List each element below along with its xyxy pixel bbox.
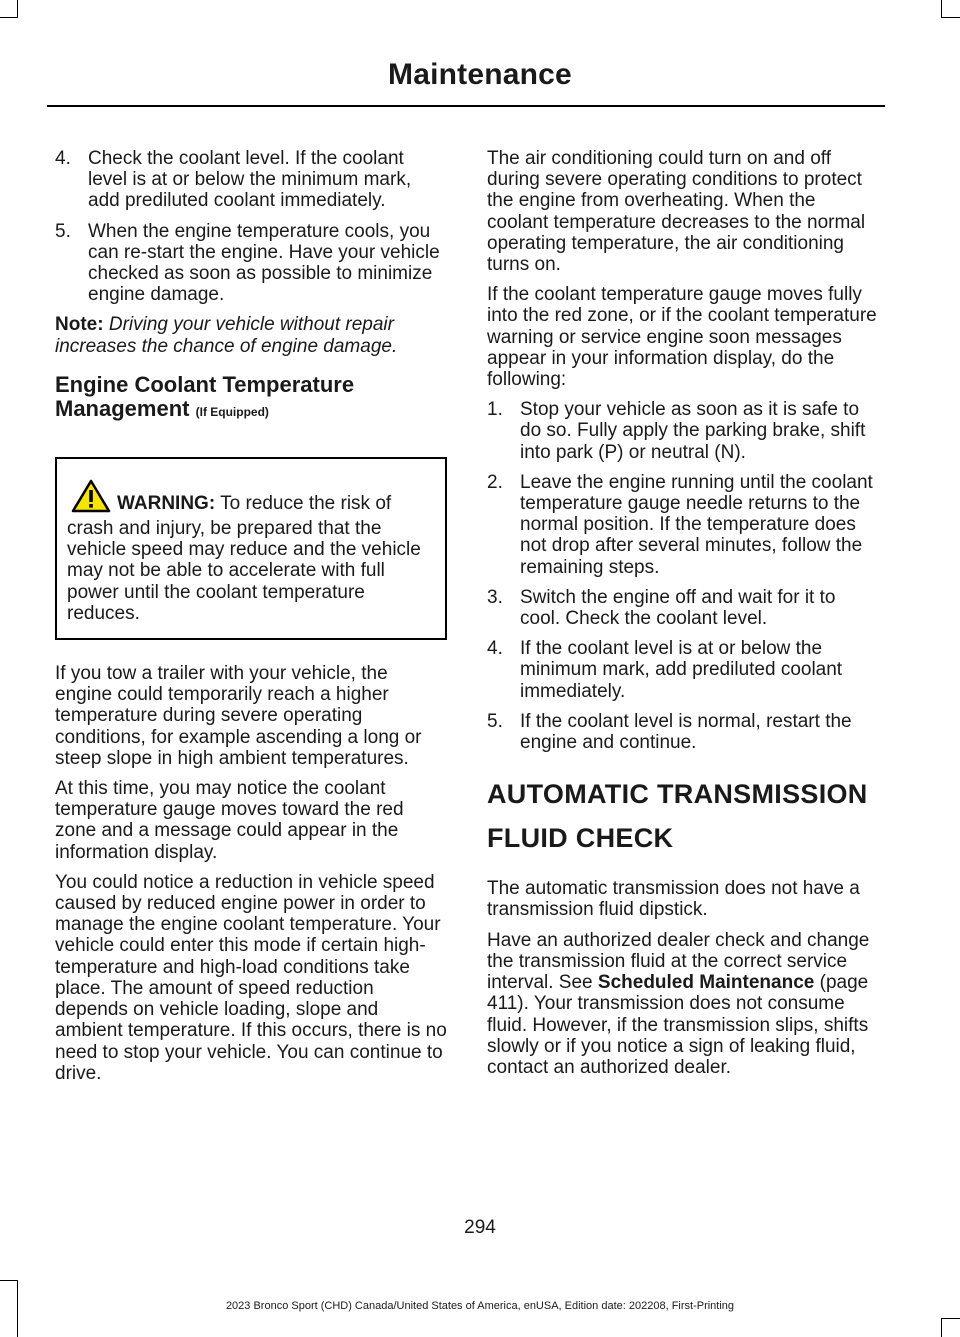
cross-reference-link[interactable]: Scheduled Maintenance [597,972,815,994]
crop-mark [17,0,18,18]
crop-mark [942,17,960,18]
paragraph: You could notice a reduction in vehicle speed caused by reduced engine power in order to manage the engine coolant temperature. Your vehicle could enter this mode if certain high-temperature and high-load conditions take place. The amount of speed reduction depends on vehicle loading, slope and ambient temperature. If this occurs, there is no need to stop your vehicle. You can continue to drive. [55,871,447,1084]
list-item [487,587,880,629]
section-heading-line1: Engine Coolant Temperature [55,371,355,397]
list-item [487,711,880,753]
crop-mark [941,0,942,18]
paragraph [487,930,880,1078]
list-item [487,638,880,702]
paragraph-text: (page 411). Your transmission does not consume fluid. However, if the transmission slips, shifts slowly or if you notice a sign of leaking fluid, contact an authorized dealer. [487,972,869,1078]
footer: 2023 Bronco Sport (CHD) Canada/United States of America, enUSA, Edition date: 202208, First-Printing [225,1300,735,1312]
paragraph: At this time, you may notice the coolant temperature gauge moves toward the red zone and a message could appear in the information display. [55,778,404,863]
section-heading [487,779,880,853]
warning-label: WARNING: [117,492,216,514]
left-column [55,148,447,1093]
paragraph: If the coolant temperature gauge moves fully into the red zone, or if the coolant temperature warning or service engine soon messages appear in your information display, do the following: [487,284,877,391]
list-number: 3. [487,586,503,608]
list-number: 4. [55,148,71,169]
right-column [487,148,880,1087]
list-item [487,472,880,578]
list-number: 5. [487,710,503,732]
crop-mark [941,1318,942,1337]
if-equipped-label: (If Equipped) [195,404,269,419]
note-label: Note: [55,314,104,336]
list-text: If the coolant level is normal, restart the engine and continue. [520,710,852,754]
warning-triangle-icon [71,479,111,518]
list-item [55,148,447,212]
section-heading-line2: Management [55,395,190,421]
paragraph: The automatic transmission does not have a transmission fluid dipstick. [487,878,860,921]
list-text: When the engine temperature cools, you can re-start the engine. Have your vehicle checked as soon as possible to minimize engine damage. [88,220,440,306]
section-heading [55,373,447,424]
list-text: Switch the engine off and wait for it to cool. Check the coolant level. [520,586,836,630]
paragraph: If you tow a trailer with your vehicle, the engine could temporarily reach a higher temperature during severe operating conditions, for example ascending a long or steep slope in high ambient temperatures. [55,663,422,769]
paragraph-text: Have an authorized dealer check and change the transmission fluid at the correct service interval. See [487,929,870,994]
crop-mark [0,1280,18,1281]
note [55,314,447,356]
list-text: If the coolant level is at or below the minimum mark, add prediluted coolant immediately. [520,638,843,702]
list-number: 2. [487,471,503,493]
warning-text: To reduce the risk of crash and injury, be prepared that the vehicle speed may reduce and the vehicle may not be able to accelerate with full power until the coolant temperature reduces. [67,492,421,624]
page-number: 294 [464,1217,496,1238]
note-text: Driving your vehicle without repair increases the chance of engine damage. [55,314,398,357]
list-text: Check the coolant level. If the coolant level is at or below the minimum mark, add prediluted coolant immediately. [88,148,412,212]
section-heading-line2: FLUID CHECK [487,823,674,854]
paragraph: The air conditioning could turn on and off during severe operating conditions to protect the engine from overheating. When the coolant temperature decreases to the normal operating temperature, the air conditioning turns on. [487,148,866,276]
warning-box [55,457,447,640]
crop-mark [942,1318,960,1319]
list-number: 4. [487,638,503,660]
page-title: Maintenance [388,58,572,91]
list-number: 1. [487,399,503,421]
list-number: 5. [55,220,71,242]
crop-mark [0,17,18,18]
list-item [487,399,880,463]
list-text: Stop your vehicle as soon as it is safe to do so. Fully apply the parking brake, shift into park (P) or neutral (N). [520,399,866,463]
header-divider [47,105,885,107]
section-heading-line1: AUTOMATIC TRANSMISSION [487,779,868,810]
list-text: Leave the engine running until the coolant temperature gauge needle returns to the normal position. If the temperature does not drop after several minutes, follow the remaining steps. [520,471,873,578]
list-item [55,221,447,306]
